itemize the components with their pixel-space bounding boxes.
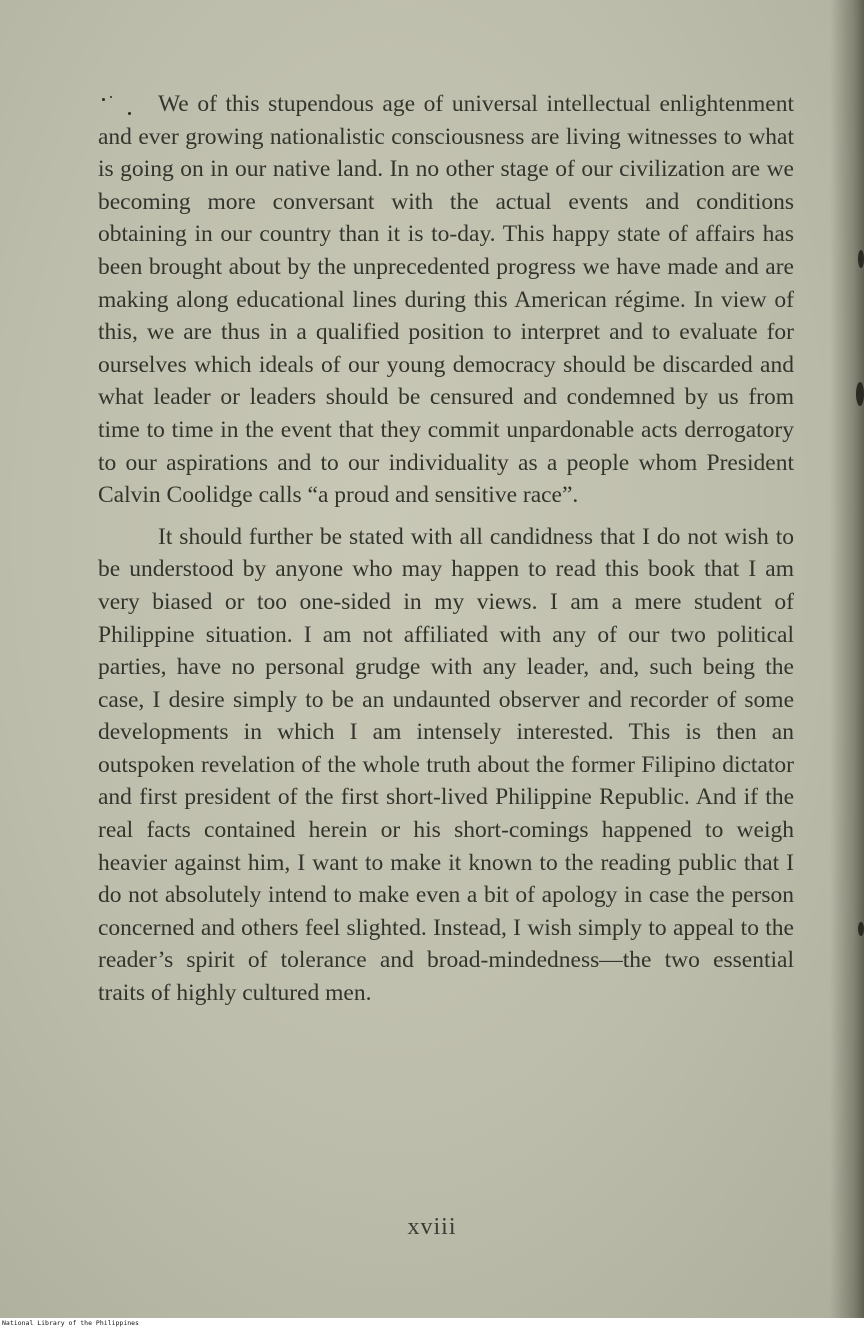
body-text (98, 88, 794, 1010)
library-credit: National Library of the Philippines (2, 1319, 139, 1327)
page-edge-shadow (830, 0, 864, 1318)
page-number: xviii (407, 1214, 457, 1240)
ink-speck (856, 382, 864, 406)
paragraph: We of this stupendous age of universal intellectual enlightenment and ever growing nationalistic consciousness are living witnesses to what is going on in our native land. In no other stage of our civilization are we becoming more conversant with the actual events and conditions obtaining in our country than it is to-day. This happy state of affairs has been brought about by the unprecedented progress we have made and are making along educational lines during this American régime. In view of this, we are thus in a qualified position to interpret and to evaluate for ourselves which ideals of our young democracy should be discarded and what leader or leaders should be censured and condemned by us from time to time in the event that they commit unpardonable acts derrogatory to our aspirations and to our individuality as a people whom President Calvin Coolidge calls “a proud and sensitive race”. (98, 91, 794, 509)
paragraph: It should further be stated with all candidness that I do not wish to be understood by anyone who may happen to read this book that I am very biased or too one-sided in my views. I am a mere student of Philippine situation. I am not affiliated with any of our two political parties, have no personal grudge with any leader, and, such being the case, I desire simply to be an undaunted observer and recorder of some developments in which I am intensely interested. This is then an outspoken revelation of the whole truth about the former Filipino dictator and first president of the first short-lived Philippine Republic. And if the real facts contained herein or his short-comings happened to weigh heavier against him, I want to make it known to the reading public that I do not absolutely intend to make even a bit of apology in case the person concerned and others feel slighted. Instead, I wish simply to appeal to the reader’s spirit of tolerance and broad-mindedness—the two essential traits of highly cultured men. (98, 523, 794, 1007)
ink-speck (858, 922, 864, 936)
ink-speck (858, 250, 864, 268)
